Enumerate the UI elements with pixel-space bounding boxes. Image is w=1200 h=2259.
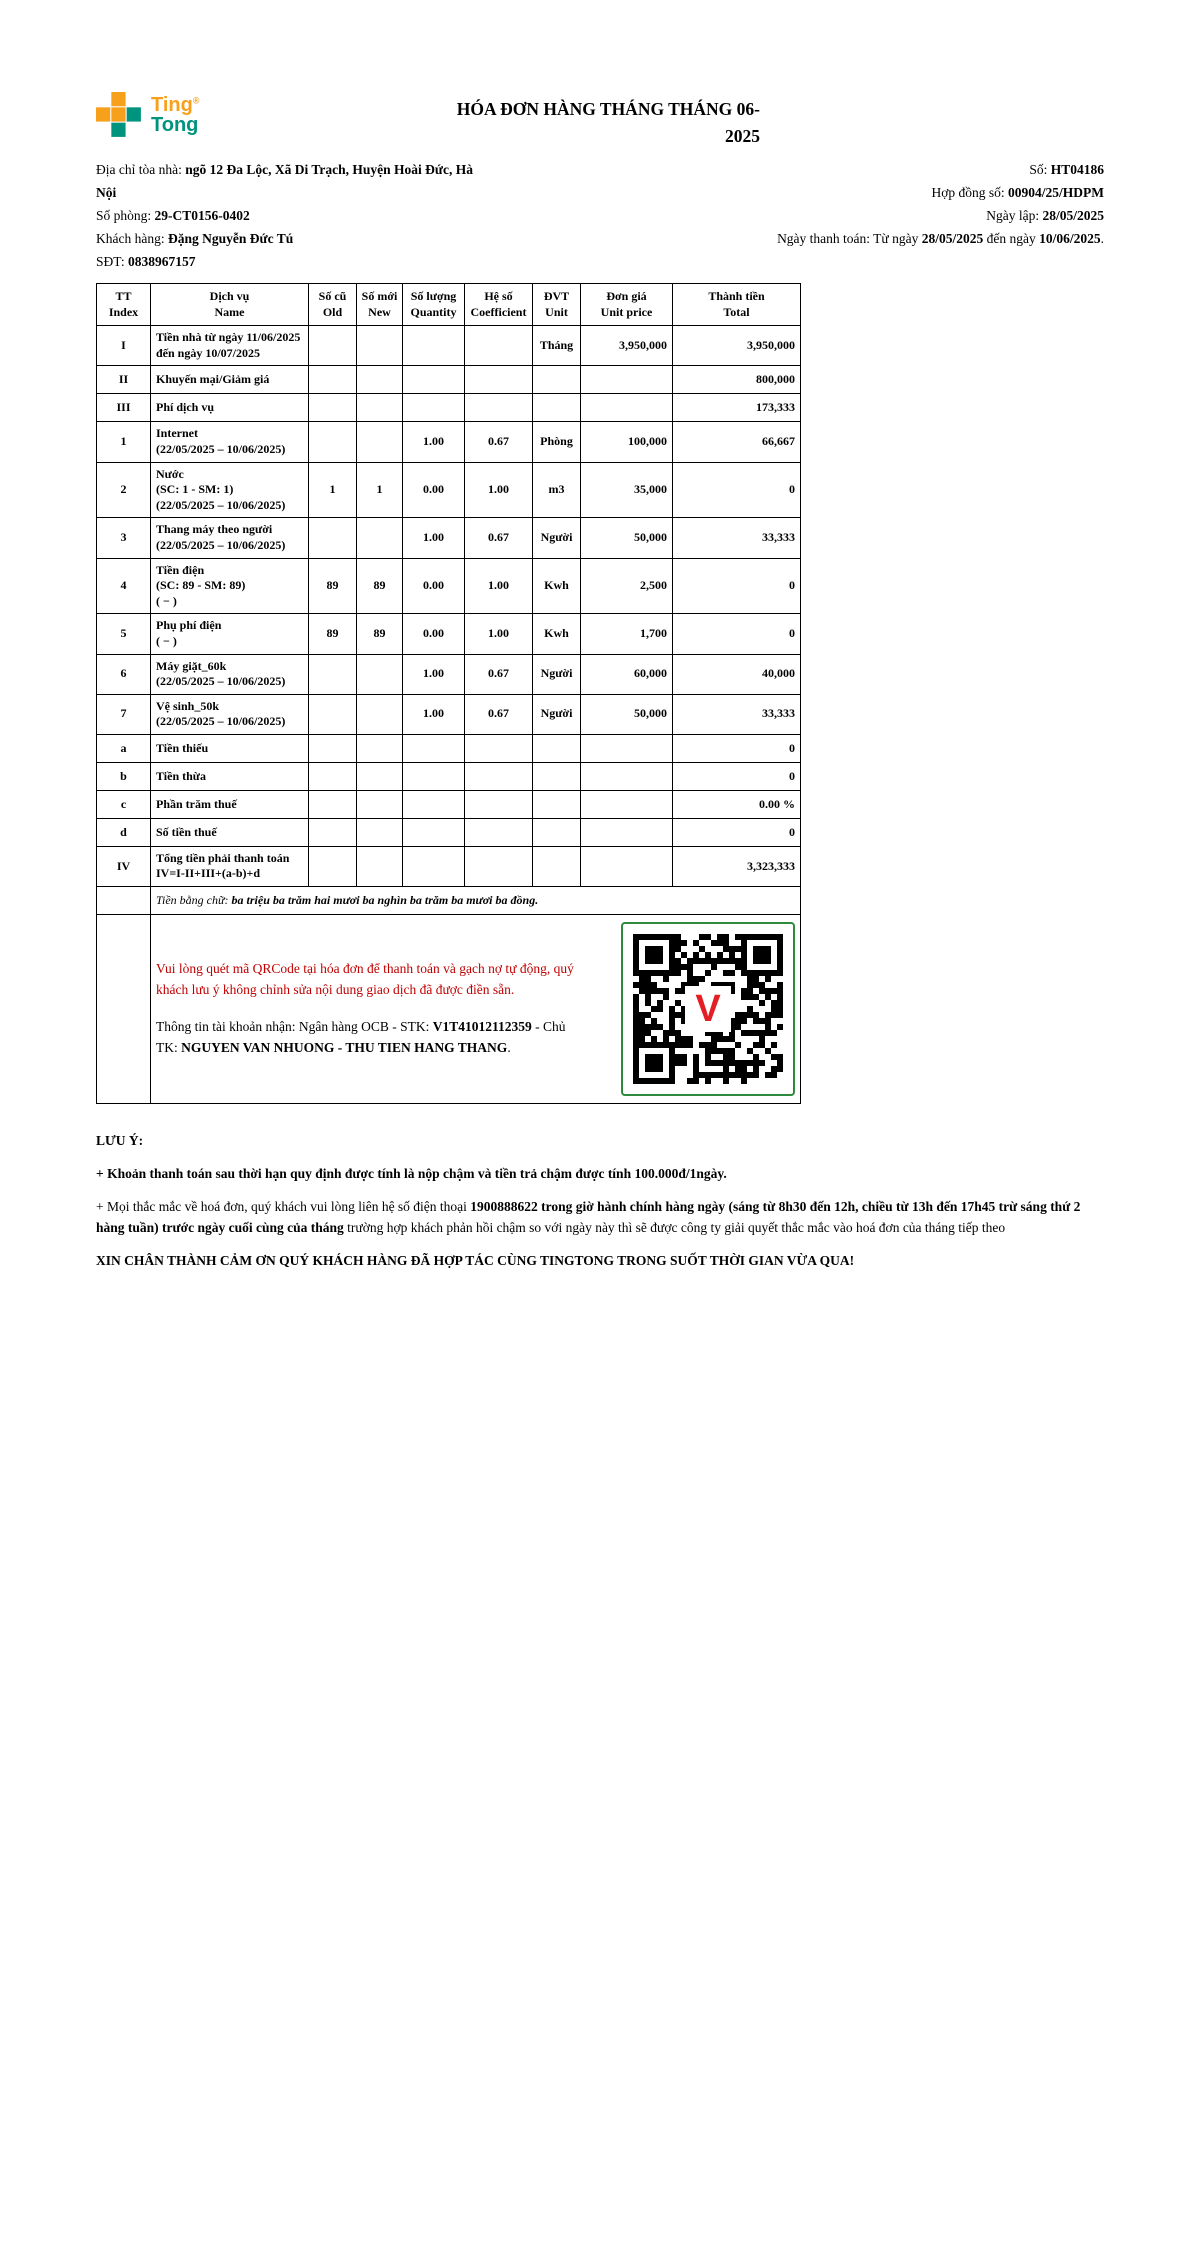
cell-index: 5 bbox=[97, 614, 151, 654]
cell-total: 0.00 % bbox=[673, 790, 801, 818]
cell-unit-price: 100,000 bbox=[581, 422, 673, 462]
contact-note: + Mọi thắc mắc về hoá đơn, quý khách vui lòng liên hệ số điện thoại 1900888622 trong giờ hành chính hàng ngày (sáng từ 8h30 đến 12h, chiều từ 13h đến 17h45 trừ sáng thứ 2 hàng tuần) trước ngày cuối cùng của tháng trường hợp khách phản hồi chậm so với ngày này thì sẽ được công ty giải quyết thắc mắc vào hoá đơn của tháng tiếp theo bbox=[96, 1199, 1081, 1236]
cell-coefficient: 1.00 bbox=[465, 614, 533, 654]
cell-index: 2 bbox=[97, 462, 151, 518]
table-row bbox=[97, 462, 801, 518]
cell-quantity: 1.00 bbox=[403, 654, 465, 694]
cell-new bbox=[357, 790, 403, 818]
cell-unit-price bbox=[581, 790, 673, 818]
cell-coefficient bbox=[465, 762, 533, 790]
cell-index: 3 bbox=[97, 518, 151, 558]
header-row bbox=[97, 284, 801, 326]
cell-coefficient bbox=[465, 790, 533, 818]
cell-coefficient bbox=[465, 366, 533, 394]
col-header-unit: ĐVT Unit bbox=[533, 284, 581, 326]
qr-scan-note: Vui lòng quét mã QRCode tại hóa đơn để thanh toán và gạch nợ tự động, quý khách lưu ý không chỉnh sửa nội dung giao dịch đã được điền sẵn. bbox=[156, 961, 574, 998]
table-row bbox=[97, 734, 801, 762]
table-row bbox=[97, 518, 801, 558]
cell-new: 89 bbox=[357, 558, 403, 614]
cell-quantity: 1.00 bbox=[403, 518, 465, 558]
cell-service-name: Tiền điện (SC: 89 - SM: 89) ( − ) bbox=[151, 558, 309, 614]
cell-old bbox=[309, 654, 357, 694]
invoice-title-line2: 2025 bbox=[725, 126, 760, 147]
tingtong-logo-mark bbox=[96, 92, 142, 138]
issue-date: Ngày lập: 28/05/2025 bbox=[986, 208, 1104, 223]
cell-unit-price: 50,000 bbox=[581, 518, 673, 558]
table-row bbox=[97, 326, 801, 366]
cell-new bbox=[357, 846, 403, 886]
col-header-index: TT Index bbox=[97, 284, 151, 326]
cell-new bbox=[357, 518, 403, 558]
cell-total: 66,667 bbox=[673, 422, 801, 462]
cell-new bbox=[357, 366, 403, 394]
invoice-title-line1: HÓA ĐƠN HÀNG THÁNG THÁNG 06- bbox=[456, 99, 760, 119]
table-row bbox=[97, 694, 801, 734]
cell-unit-price: 35,000 bbox=[581, 462, 673, 518]
header bbox=[96, 90, 1104, 154]
cell-unit-price: 50,000 bbox=[581, 694, 673, 734]
cell-coefficient bbox=[465, 734, 533, 762]
cell-total: 173,333 bbox=[673, 394, 801, 422]
cell-old bbox=[309, 422, 357, 462]
qr-payment-cell bbox=[151, 915, 801, 1104]
col-header-unit-price: Đơn giá Unit price bbox=[581, 284, 673, 326]
cell-old bbox=[309, 734, 357, 762]
cell-old bbox=[309, 394, 357, 422]
cell-service-name: Phụ phí điện ( − ) bbox=[151, 614, 309, 654]
col-header-coefficient: Hệ số Coefficient bbox=[465, 284, 533, 326]
amount-in-words-row bbox=[97, 887, 801, 915]
customer-name: Khách hàng: Đặng Nguyễn Đức Tú bbox=[96, 231, 294, 246]
cell-coefficient bbox=[465, 326, 533, 366]
cell-new bbox=[357, 734, 403, 762]
cell-service-name: Phần trăm thuế bbox=[151, 790, 309, 818]
cell-old: 89 bbox=[309, 614, 357, 654]
cell-service-name: Khuyến mại/Giảm giá bbox=[151, 366, 309, 394]
cell-new: 89 bbox=[357, 614, 403, 654]
invoice-table bbox=[96, 283, 801, 1104]
cell-total: 3,950,000 bbox=[673, 326, 801, 366]
table-row bbox=[97, 846, 801, 886]
cell-empty bbox=[97, 887, 151, 915]
cell-coefficient bbox=[465, 818, 533, 846]
cell-index: b bbox=[97, 762, 151, 790]
cell-index: 7 bbox=[97, 694, 151, 734]
table-row bbox=[97, 366, 801, 394]
cell-quantity bbox=[403, 394, 465, 422]
cell-quantity: 1.00 bbox=[403, 694, 465, 734]
cell-unit-price: 60,000 bbox=[581, 654, 673, 694]
cell-unit bbox=[533, 790, 581, 818]
cell-quantity bbox=[403, 734, 465, 762]
cell-index: c bbox=[97, 790, 151, 818]
invoice-content bbox=[96, 90, 1104, 1283]
cell-index: II bbox=[97, 366, 151, 394]
cell-total: 40,000 bbox=[673, 654, 801, 694]
cell-unit: Kwh bbox=[533, 558, 581, 614]
cell-unit-price: 1,700 bbox=[581, 614, 673, 654]
cell-unit bbox=[533, 394, 581, 422]
cell-index: d bbox=[97, 818, 151, 846]
payment-instructions bbox=[156, 959, 588, 1059]
thank-you-note: XIN CHÂN THÀNH CẢM ƠN QUÝ KHÁCH HÀNG ĐÃ HỢP TÁC CÙNG TINGTONG TRONG SUỐT THỜI GIAN VỪA QUA! bbox=[96, 1253, 855, 1269]
cell-new bbox=[357, 394, 403, 422]
room-number: Số phòng: 29-CT0156-0402 bbox=[96, 208, 250, 223]
cell-old bbox=[309, 366, 357, 394]
cell-total: 3,323,333 bbox=[673, 846, 801, 886]
cell-unit-price bbox=[581, 818, 673, 846]
cell-unit bbox=[533, 366, 581, 394]
cell-total: 33,333 bbox=[673, 518, 801, 558]
cell-service-name: Phí dịch vụ bbox=[151, 394, 309, 422]
cell-index: a bbox=[97, 734, 151, 762]
cell-coefficient: 0.67 bbox=[465, 654, 533, 694]
cell-quantity bbox=[403, 790, 465, 818]
logo-tong: Tong bbox=[151, 114, 199, 136]
cell-unit: Người bbox=[533, 694, 581, 734]
cell-coefficient: 1.00 bbox=[465, 558, 533, 614]
cell-service-name: Vệ sinh_50k (22/05/2025 – 10/06/2025) bbox=[151, 694, 309, 734]
cell-unit-price bbox=[581, 762, 673, 790]
cell-quantity: 1.00 bbox=[403, 422, 465, 462]
info-right bbox=[664, 158, 1104, 273]
col-header-new: Số mới New bbox=[357, 284, 403, 326]
cell-new bbox=[357, 694, 403, 734]
cell-service-name: Nước (SC: 1 - SM: 1) (22/05/2025 – 10/06/2025) bbox=[151, 462, 309, 518]
cell-total: 0 bbox=[673, 558, 801, 614]
info-left bbox=[96, 158, 496, 273]
cell-total: 0 bbox=[673, 818, 801, 846]
invoice-table-footer bbox=[97, 887, 801, 1104]
cell-old bbox=[309, 762, 357, 790]
info-block bbox=[96, 158, 1104, 273]
invoice-table-head bbox=[97, 284, 801, 326]
table-row bbox=[97, 762, 801, 790]
cell-total: 33,333 bbox=[673, 694, 801, 734]
cell-quantity bbox=[403, 326, 465, 366]
cell-coefficient: 0.67 bbox=[465, 694, 533, 734]
cell-new bbox=[357, 818, 403, 846]
cell-coefficient: 1.00 bbox=[465, 462, 533, 518]
table-row bbox=[97, 654, 801, 694]
cell-service-name: Tiền thừa bbox=[151, 762, 309, 790]
cell-quantity bbox=[403, 366, 465, 394]
cell-old: 89 bbox=[309, 558, 357, 614]
cell-unit bbox=[533, 846, 581, 886]
cell-quantity bbox=[403, 762, 465, 790]
cell-service-name: Internet (22/05/2025 – 10/06/2025) bbox=[151, 422, 309, 462]
cell-unit: Kwh bbox=[533, 614, 581, 654]
logo-text bbox=[151, 95, 200, 135]
account-info: Thông tin tài khoản nhận: Ngân hàng OCB - STK: V1T41012112359 - Chủ TK: NGUYEN VAN NHUONG - THU TIEN HANG THANG. bbox=[156, 1019, 566, 1055]
cell-total: 0 bbox=[673, 614, 801, 654]
cell-old bbox=[309, 326, 357, 366]
cell-unit-price bbox=[581, 366, 673, 394]
table-row bbox=[97, 818, 801, 846]
cell-total: 0 bbox=[673, 762, 801, 790]
cell-old: 1 bbox=[309, 462, 357, 518]
cell-unit bbox=[533, 762, 581, 790]
contract-number: Hợp đồng số: 00904/25/HDPM bbox=[931, 185, 1104, 200]
notes-section bbox=[96, 1130, 1104, 1271]
cell-old bbox=[309, 694, 357, 734]
late-fee-note: + Khoản thanh toán sau thời hạn quy định được tính là nộp chậm và tiền trả chậm được tính 100.000đ/1ngày. bbox=[96, 1166, 727, 1182]
cell-index: 6 bbox=[97, 654, 151, 694]
cell-quantity bbox=[403, 846, 465, 886]
cell-unit: Người bbox=[533, 654, 581, 694]
cell-service-name: Tổng tiền phải thanh toán IV=I-II+III+(a-b)+d bbox=[151, 846, 309, 886]
col-header-total: Thành tiền Total bbox=[673, 284, 801, 326]
cell-index: I bbox=[97, 326, 151, 366]
cell-old bbox=[309, 790, 357, 818]
invoice-number: Số: HT04186 bbox=[1029, 162, 1104, 177]
qr-code bbox=[621, 922, 795, 1096]
cell-service-name: Tiền thiếu bbox=[151, 734, 309, 762]
tingtong-logo bbox=[96, 92, 200, 138]
cell-new bbox=[357, 422, 403, 462]
cell-index: 1 bbox=[97, 422, 151, 462]
cell-quantity bbox=[403, 818, 465, 846]
cell-total: 0 bbox=[673, 734, 801, 762]
amount-in-words: Tiền bằng chữ: ba triệu ba trăm hai mươi ba nghìn ba trăm ba mươi ba đồng. bbox=[151, 887, 801, 915]
invoice-table-body bbox=[97, 326, 801, 887]
cell-index: 4 bbox=[97, 558, 151, 614]
cell-old bbox=[309, 818, 357, 846]
table-row bbox=[97, 614, 801, 654]
payment-date-range: Ngày thanh toán: Từ ngày 28/05/2025 đến ngày 10/06/2025. bbox=[777, 231, 1104, 246]
cell-total: 0 bbox=[673, 462, 801, 518]
cell-unit: Tháng bbox=[533, 326, 581, 366]
col-header-old: Số cũ Old bbox=[309, 284, 357, 326]
cell-unit: m3 bbox=[533, 462, 581, 518]
customer-phone: SĐT: 0838967157 bbox=[96, 254, 196, 269]
cell-service-name: Máy giặt_60k (22/05/2025 – 10/06/2025) bbox=[151, 654, 309, 694]
col-header-quantity: Số lượng Quantity bbox=[403, 284, 465, 326]
qr-payment-row bbox=[97, 915, 801, 1104]
cell-new bbox=[357, 762, 403, 790]
cell-service-name: Thang máy theo người (22/05/2025 – 10/06/2025) bbox=[151, 518, 309, 558]
cell-unit-price: 2,500 bbox=[581, 558, 673, 614]
cell-unit bbox=[533, 734, 581, 762]
cell-coefficient bbox=[465, 394, 533, 422]
cell-coefficient bbox=[465, 846, 533, 886]
col-header-service: Dịch vụ Name bbox=[151, 284, 309, 326]
cell-unit bbox=[533, 818, 581, 846]
cell-unit-price: 3,950,000 bbox=[581, 326, 673, 366]
invoice-title bbox=[330, 96, 760, 150]
cell-total: 800,000 bbox=[673, 366, 801, 394]
table-row bbox=[97, 790, 801, 818]
table-row bbox=[97, 422, 801, 462]
cell-coefficient: 0.67 bbox=[465, 518, 533, 558]
cell-new bbox=[357, 326, 403, 366]
notes-heading: LƯU Ý: bbox=[96, 1133, 144, 1149]
cell-index: III bbox=[97, 394, 151, 422]
cell-new bbox=[357, 654, 403, 694]
qr-center-logo: V bbox=[685, 986, 731, 1032]
cell-index: IV bbox=[97, 846, 151, 886]
cell-quantity: 0.00 bbox=[403, 462, 465, 518]
cell-old bbox=[309, 518, 357, 558]
cell-service-name: Số tiền thuế bbox=[151, 818, 309, 846]
cell-empty bbox=[97, 915, 151, 1104]
cell-quantity: 0.00 bbox=[403, 614, 465, 654]
cell-unit-price bbox=[581, 394, 673, 422]
cell-quantity: 0.00 bbox=[403, 558, 465, 614]
cell-service-name: Tiền nhà từ ngày 11/06/2025 đến ngày 10/07/2025 bbox=[151, 326, 309, 366]
cell-unit: Người bbox=[533, 518, 581, 558]
building-address: Địa chỉ tòa nhà: ngõ 12 Đa Lộc, Xã Di Trạch, Huyện Hoài Đức, Hà Nội bbox=[96, 162, 473, 200]
table-row bbox=[97, 558, 801, 614]
logo-ting: Ting® bbox=[151, 94, 200, 116]
cell-unit-price bbox=[581, 734, 673, 762]
cell-old bbox=[309, 846, 357, 886]
cell-coefficient: 0.67 bbox=[465, 422, 533, 462]
cell-new: 1 bbox=[357, 462, 403, 518]
table-row bbox=[97, 394, 801, 422]
cell-unit-price bbox=[581, 846, 673, 886]
cell-unit: Phòng bbox=[533, 422, 581, 462]
registered-mark-icon: ® bbox=[192, 95, 200, 106]
